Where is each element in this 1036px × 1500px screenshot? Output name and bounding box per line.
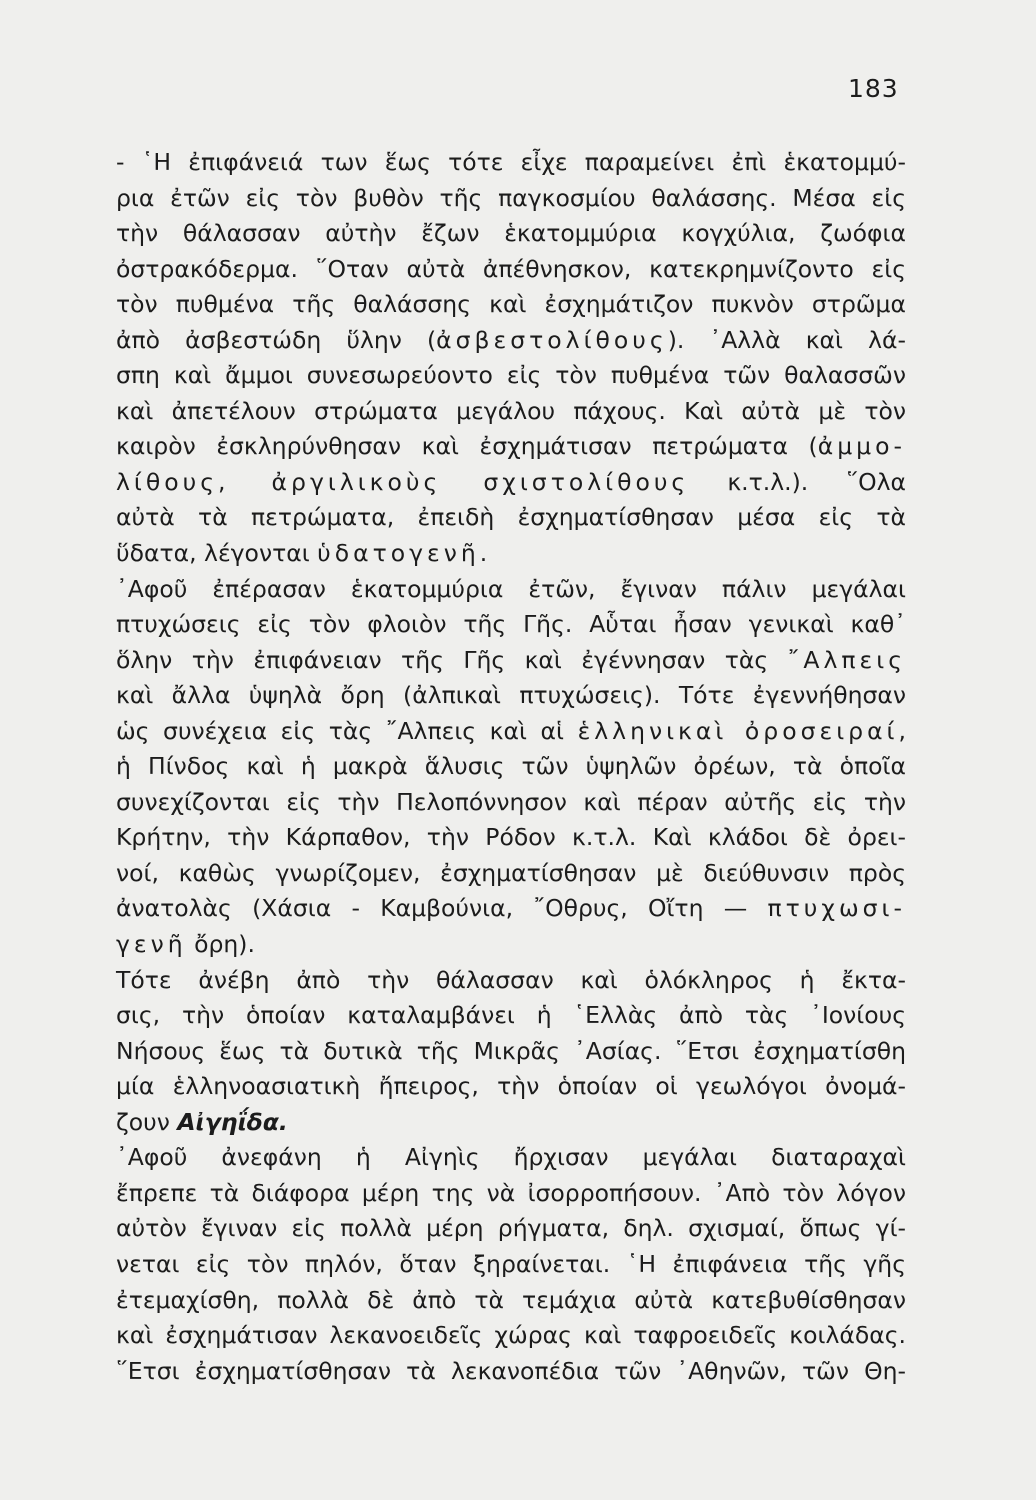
text-line: ἡ Πίνδος καὶ ἡ μακρὰ ἅλυσις τῶν ὑψηλῶν ὀρέων, τὰ ὁποῖα (116, 752, 906, 781)
text-line (116, 429, 906, 465)
text-run: ὕδατα, λέγονται (116, 539, 318, 568)
text-line: ᾿Αφοῦ ἐπέρασαν ἑκατομμύρια ἐτῶν, ἔγιναν πάλιν μεγάλαι (116, 574, 906, 603)
text-line: ὀστρακόδερμα. ῞Οταν αὐτὰ ἀπέθνησκον, κατεκρημνίζοντο εἰς (116, 254, 906, 283)
spaced-emphasis: ῎Αλπεις (787, 645, 906, 674)
body-text (116, 145, 906, 1389)
text-line: πτυχώσεις εἰς τὸν φλοιὸν τῆς Γῆς. Αὗται ἦσαν γενικαὶ καθ᾿ (116, 610, 906, 639)
text-line: καὶ ἄλλα ὑψηλὰ ὄρη (ἀλπικαὶ πτυχώσεις). Τότε ἐγεννήθησαν (116, 681, 906, 710)
text-line: ᾿Αφοῦ ἀνεφάνη ἡ Αἰγηὶς ἤρχισαν μεγάλαι διαταραχαὶ (116, 1143, 906, 1172)
text-line: καὶ ἀπετέλουν στρώματα μεγάλου πάχους. Καὶ αὐτὰ μὲ τὸν (116, 396, 906, 425)
text-line (116, 536, 906, 572)
text-line: μία ἑλληνοασιατικὴ ἤπειρος, τὴν ὁποίαν οἱ γεωλόγοι ὀνομά- (116, 1072, 906, 1101)
text-line: τὴν θάλασσαν αὐτὴν ἔζων ἑκατομμύρια κογχύλια, ζωόφια (116, 219, 906, 248)
text-line: σπη καὶ ἄμμοι συνεσωρεύοντο εἰς τὸν πυθμένα τῶν θαλασσῶν (116, 361, 906, 390)
text-line: νεται εἰς τὸν πηλόν, ὅταν ξηραίνεται. ῾Η ἐπιφάνεια τῆς γῆς (116, 1249, 906, 1278)
text-run: ἀνατολὰς (Χάσια - Καμβούνια, ῎Οθρυς, Οἴτη — (116, 894, 768, 923)
text-line (116, 465, 906, 501)
text-line: τὸν πυθμένα τῆς θαλάσσης καὶ ἐσχημάτιζον πυκνὸν στρῶμα (116, 290, 906, 319)
text-line: ἔπρεπε τὰ διάφορα μέρη της νὰ ἰσορροπήσουν. ᾿Απὸ τὸν λόγον (116, 1178, 906, 1207)
text-line (116, 1105, 906, 1141)
text-line (116, 643, 906, 679)
spaced-emphasis: γενῆ (116, 930, 187, 959)
text-line: ρια ἐτῶν εἰς τὸν βυθὸν τῆς παγκοσμίου θαλάσσης. Μέσα εἰς (116, 183, 906, 212)
text-line: ῞Ετσι ἐσχηματίσθησαν τὰ λεκανοπέδια τῶν ᾿Αθηνῶν, τῶν Θη- (116, 1356, 906, 1385)
text-line: Νήσους ἕως τὰ δυτικὰ τῆς Μικρᾶς ᾿Ασίας. ῞Ετσι ἐσχηματίσθη (116, 1036, 906, 1065)
text-line (116, 714, 906, 750)
page-number: 183 (848, 74, 899, 103)
text-run: ). ᾿Αλλὰ καὶ λά- (667, 325, 906, 354)
spaced-emphasis: ἀμμο- (817, 432, 906, 461)
text-run: κ.τ.λ.). ῞Ολα (689, 467, 906, 496)
text-line: ἐτεμαχίσθη, πολλὰ δὲ ἀπὸ τὰ τεμάχια αὐτὰ κατεβυθίσθησαν (116, 1285, 906, 1314)
text-run: ὡς συνέχεια εἰς τὰς ῎Αλπεις καὶ αἱ (116, 716, 578, 745)
text-line: Τότε ἀνέβη ἀπὸ τὴν θάλασσαν καὶ ὁλόκληρος ἡ ἔκτα- (116, 965, 906, 994)
spaced-emphasis: ὑδατογενῆ (317, 539, 480, 568)
text-run: , (898, 716, 906, 745)
spaced-emphasis: λίθους, ἀργιλικοὺς σχιστολίθους (116, 467, 690, 496)
text-run: ὅλην τὴν ἐπιφάνειαν τῆς Γῆς καὶ ἐγέννησαν τὰς (116, 645, 788, 674)
text-line: αὐτὰ τὰ πετρώματα, ἐπειδὴ ἐσχηματίσθησαν μέσα εἰς τὰ (116, 503, 906, 532)
text-run: ζουν (116, 1107, 178, 1136)
text-line: σις, τὴν ὁποίαν καταλαμβάνει ἡ ῾Ελλὰς ἀπὸ τὰς ᾿Ιονίους (116, 1001, 906, 1030)
text-line: καὶ ἐσχημάτισαν λεκανοειδεῖς χώρας καὶ ταφροειδεῖς κοιλάδας. (116, 1321, 906, 1350)
spaced-emphasis: πτυχωσι- (767, 894, 906, 923)
text-line: συνεχίζονται εἰς τὴν Πελοπόννησον καὶ πέραν αὐτῆς εἰς τὴν (116, 787, 906, 816)
text-line: νοί, καθὼς γνωρίζομεν, ἐσχηματίσθησαν μὲ διεύθυνσιν πρὸς (116, 858, 906, 887)
text-line (116, 891, 906, 927)
text-run: . (479, 539, 488, 568)
text-run: καιρὸν ἐσκληρύνθησαν καὶ ἐσχημάτισαν πετρώματα ( (116, 432, 818, 461)
text-line: Κρήτην, τὴν Κάρπαθον, τὴν Ρόδον κ.τ.λ. Καὶ κλάδοι δὲ ὀρει- (116, 823, 906, 852)
text-line: - ῾Η ἐπιφάνειά των ἕως τότε εἶχε παραμείνει ἐπὶ ἑκατομμύ- (116, 148, 906, 176)
text-run: ὄρη). (186, 930, 255, 959)
text-line (116, 323, 906, 359)
text-run: ἀπὸ ἀσβεστώδη ὕλην ( (116, 325, 437, 354)
bold-term: Αἰγηΐδα. (177, 1107, 288, 1136)
text-line (116, 927, 906, 963)
spaced-emphasis: ἑλληνικαὶ ὀροσειραί (577, 716, 899, 745)
text-line: αὐτὸν ἔγιναν εἰς πολλὰ μέρη ρήγματα, δηλ. σχισμαί, ὅπως γί- (116, 1214, 906, 1243)
spaced-emphasis: ἀσβεστολίθους (436, 325, 668, 354)
